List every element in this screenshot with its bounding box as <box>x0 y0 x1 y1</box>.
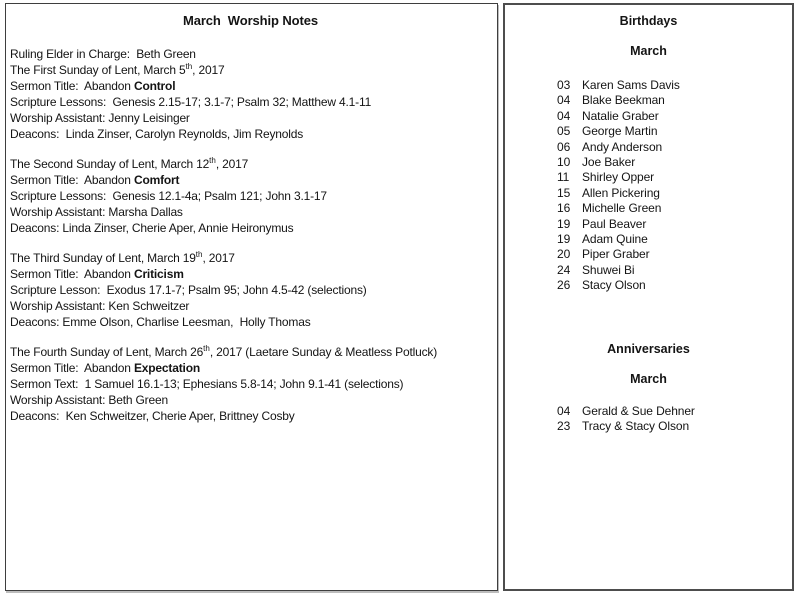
day-number: 20 <box>557 247 571 262</box>
person-name: Shirley Opper <box>582 170 655 185</box>
birthday-row <box>557 78 788 93</box>
day-number: 23 <box>557 419 571 434</box>
person-name: Allen Pickering <box>582 185 660 200</box>
worship-line-text: Worship Assistant: Jenny Leisinger <box>10 111 190 125</box>
celebrations-panel <box>503 3 794 591</box>
worship-line-text: , 2017 (Laetare Sunday & Meatless Potluck) <box>209 345 438 359</box>
person-name: Piper Graber <box>582 247 650 262</box>
worship-line-text: Deacons: Ken Schweitzer, Cherie Aper, Brittney Cosby <box>10 409 295 423</box>
birthday-row <box>557 170 788 185</box>
birthday-row <box>557 263 788 278</box>
anniversary-row <box>557 404 788 419</box>
worship-line <box>10 298 491 314</box>
worship-line <box>10 62 491 78</box>
worship-line-text: Ruling Elder in Charge: Beth Green <box>10 47 196 61</box>
worship-line-text: The First Sunday of Lent, March 5 <box>10 63 186 77</box>
worship-section <box>10 250 491 330</box>
birthday-row <box>557 124 788 139</box>
day-number: 19 <box>557 232 571 247</box>
person-name: Paul Beaver <box>582 216 647 231</box>
day-number: 04 <box>557 108 571 123</box>
birthday-row <box>557 217 788 232</box>
birthday-row <box>557 93 788 108</box>
worship-line <box>10 126 491 142</box>
worship-section <box>10 156 491 236</box>
person-name: George Martin <box>582 124 658 139</box>
worship-line <box>10 408 491 424</box>
worship-line-text: Worship Assistant: Marsha Dallas <box>10 205 183 219</box>
day-number: 11 <box>557 170 570 185</box>
worship-line <box>10 314 491 330</box>
worship-line <box>10 172 491 188</box>
birthday-row <box>557 201 788 216</box>
person-name: Stacy Olson <box>582 278 646 293</box>
worship-line-text: th <box>203 344 210 353</box>
day-number: 26 <box>557 278 571 293</box>
worship-section <box>10 344 491 424</box>
birthdays-month: March <box>630 44 667 58</box>
day-number: 19 <box>557 216 571 231</box>
worship-line <box>10 266 491 282</box>
worship-line-text: Worship Assistant: Ken Schweitzer <box>10 299 190 313</box>
worship-line <box>10 376 491 392</box>
worship-line-text: Scripture Lessons: Genesis 2.15-17; 3.1-7; Psalm 32; Matthew 4.1-11 <box>10 95 372 109</box>
worship-line-text: The Third Sunday of Lent, March 19 <box>10 251 196 265</box>
birthdays-title: Birthdays <box>619 14 678 28</box>
worship-line <box>10 46 491 62</box>
birthday-row <box>557 155 788 170</box>
anniversaries-month: March <box>630 371 667 386</box>
worship-line <box>10 204 491 220</box>
worship-notes-panel <box>5 3 498 591</box>
day-number: 04 <box>557 93 571 108</box>
worship-line-text: Deacons: Linda Zinser, Carolyn Reynolds, Jim Reynolds <box>10 127 304 141</box>
day-number: 10 <box>557 155 571 170</box>
worship-line-text: Sermon Title: Abandon <box>10 267 134 281</box>
worship-line-text: , 2017 <box>192 63 225 77</box>
worship-line-text: , 2017 <box>215 157 249 171</box>
worship-line-text: th <box>185 62 193 71</box>
day-number: 03 <box>557 78 571 92</box>
worship-line-text: Comfort <box>133 173 180 187</box>
worship-line-text: , 2017 <box>202 251 235 265</box>
day-number: 04 <box>557 403 571 418</box>
worship-line <box>10 282 491 298</box>
worship-line-text: Sermon Title: Abandon <box>10 79 134 93</box>
birthday-row <box>557 232 788 247</box>
person-name: Gerald & Sue Dehner <box>582 403 695 418</box>
worship-line-text: Criticism <box>133 267 184 281</box>
day-number: 06 <box>557 139 571 154</box>
person-name: Shuwei Bi <box>582 262 635 277</box>
worship-line-text: The Second Sunday of Lent, March 12 <box>10 157 210 171</box>
person-name: Natalie Graber <box>582 108 659 123</box>
worship-line-text: Deacons: Linda Zinser, Cherie Aper, Annie Heironymus <box>10 221 294 235</box>
person-name: Adam Quine <box>582 232 648 247</box>
birthday-row <box>557 140 788 155</box>
worship-line-text: Scripture Lesson: Exodus 17.1-7; Psalm 95; John 4.5-42 (selections) <box>10 283 367 297</box>
person-name: Joe Baker <box>582 155 636 170</box>
worship-line <box>10 392 491 408</box>
worship-line <box>10 94 491 110</box>
person-name: Tracy & Stacy Olson <box>582 419 690 434</box>
person-name: Karen Sams Davis <box>582 78 680 92</box>
worship-line-text: Control <box>133 79 176 93</box>
person-name: Andy Anderson <box>582 139 663 154</box>
birthday-row <box>557 186 788 201</box>
anniversary-row <box>557 419 788 434</box>
birthdays-list <box>509 78 788 294</box>
worship-line-text: Sermon Title: Abandon <box>10 173 134 187</box>
birthday-row <box>557 247 788 262</box>
person-name: Blake Beekman <box>582 93 665 108</box>
worship-line <box>10 78 491 94</box>
worship-line-text: th <box>195 250 203 259</box>
worship-line-text: Deacons: Emme Olson, Charlise Leesman, Holly Thomas <box>10 315 311 329</box>
worship-line-text: The Fourth Sunday of Lent, March 26 <box>10 345 204 359</box>
worship-notes-title: March Worship Notes <box>182 13 318 28</box>
worship-line-text: th <box>209 156 216 165</box>
day-number: 16 <box>557 201 571 216</box>
worship-line <box>10 344 491 360</box>
worship-line <box>10 250 491 266</box>
worship-line <box>10 188 491 204</box>
worship-line-text: Sermon Title: Abandon <box>10 361 134 375</box>
worship-line-text: Scripture Lessons: Genesis 12.1-4a; Psalm 121; John 3.1-17 <box>10 189 327 203</box>
worship-line-text: Worship Assistant: Beth Green <box>10 393 168 407</box>
worship-sections <box>10 46 491 424</box>
worship-line <box>10 110 491 126</box>
anniversaries-title: Anniversaries <box>607 341 690 356</box>
worship-line <box>10 360 491 376</box>
birthday-row <box>557 109 788 124</box>
day-number: 15 <box>557 185 571 200</box>
worship-line <box>10 156 491 172</box>
day-number: 24 <box>557 262 571 277</box>
worship-section <box>10 46 491 142</box>
worship-line-text: Sermon Text: 1 Samuel 16.1-13; Ephesians 5.8-14; John 9.1-41 (selections) <box>10 377 404 391</box>
worship-line <box>10 220 491 236</box>
anniversaries-list <box>509 404 788 435</box>
birthday-row <box>557 278 788 293</box>
person-name: Michelle Green <box>582 201 662 216</box>
day-number: 05 <box>557 124 571 139</box>
worship-line-text: Expectation <box>133 361 200 375</box>
